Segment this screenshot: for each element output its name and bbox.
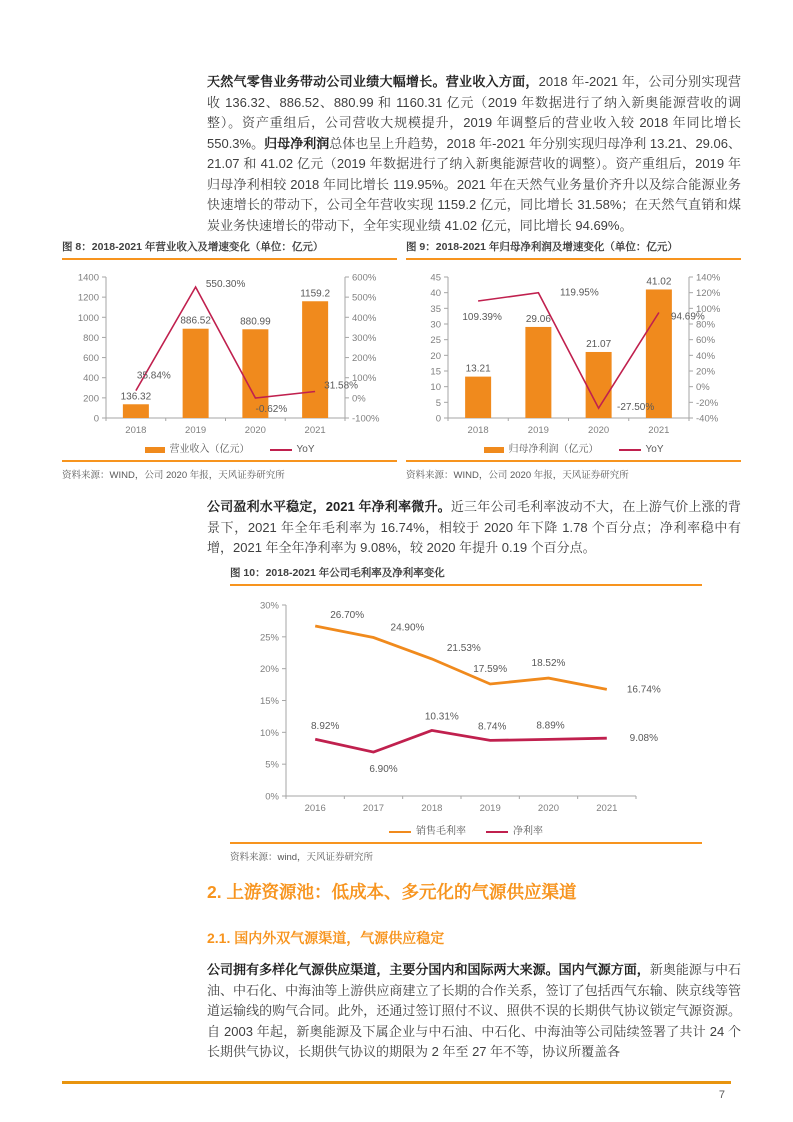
svg-text:18.52%: 18.52% (531, 658, 566, 670)
svg-text:-100%: -100% (352, 413, 380, 425)
svg-text:40: 40 (430, 288, 441, 300)
svg-text:0%: 0% (352, 393, 366, 405)
svg-text:-40%: -40% (696, 413, 719, 425)
legend-line-swatch (619, 449, 641, 452)
bar-revenue (123, 404, 149, 418)
legend-item (389, 825, 466, 839)
figure9-caption: 图 9：2018-2021 年归母净利润及增速变化（单位：亿元） (406, 241, 678, 253)
svg-text:2019: 2019 (479, 803, 501, 814)
svg-text:1159.2: 1159.2 (300, 288, 331, 300)
figure10-source: 资料来源：wind，天风证券研究所 (230, 852, 374, 863)
line-net-margin (315, 730, 607, 752)
legend-label: 销售毛利率 (416, 826, 466, 837)
caption-rule (62, 258, 397, 260)
legend-item (484, 443, 599, 457)
svg-text:5: 5 (435, 397, 441, 409)
svg-text:2020: 2020 (588, 425, 610, 436)
svg-text:10%: 10% (259, 727, 279, 739)
svg-text:31.58%: 31.58% (324, 380, 359, 392)
legend-label: YoY (645, 444, 664, 455)
legend-item (486, 825, 543, 839)
svg-text:400: 400 (83, 373, 99, 385)
figure9-source: 资料来源：WIND，公司 2020 年报，天风证券研究所 (406, 470, 629, 481)
legend-line-swatch (389, 831, 411, 834)
svg-text:35: 35 (430, 303, 441, 315)
svg-text:9.08%: 9.08% (629, 733, 659, 745)
figure-row (62, 239, 742, 481)
paragraph-bold-net-profit: 归母净利润 (264, 135, 330, 151)
svg-text:140%: 140% (696, 272, 721, 284)
paragraph-text: 总体也呈上升趋势，2018 年-2021 年分别实现归母净利 13.21、29.06、21.07 和 41.02 亿元（2019 年数据进行了纳入新奥能源营收的调整）。资产重组后，2019 年归母净利相较 2018 年同比增长 119.95%。2021 年在天然气业务量价齐升以及综合能源业务快速增长的带动下，公司全年营收实现 1159.2 亿元，同比增长 31.58%；在天然气直销和煤炭业务快速增长的带动下，全年实现业绩 41.02 亿元，同比增长 94.69%。 (207, 135, 741, 233)
svg-text:17.59%: 17.59% (473, 664, 508, 676)
figure10-caption: 图 10：2018-2021 年公司毛利率及净利率变化 (230, 567, 445, 579)
svg-text:24.90%: 24.90% (390, 622, 425, 634)
legend-label: 营业收入（亿元） (169, 444, 250, 455)
subsection-heading: 2.1. 国内外双气源渠道，气源供应稳定 (207, 930, 445, 946)
svg-text:2019: 2019 (527, 425, 549, 436)
figure-9 (406, 239, 741, 481)
svg-text:35.84%: 35.84% (136, 370, 171, 382)
svg-text:550.30%: 550.30% (205, 279, 246, 291)
page-number: 7 (718, 1089, 725, 1101)
chart9-svg (406, 265, 741, 442)
bar-net-profit (525, 327, 551, 418)
svg-text:2021: 2021 (304, 425, 326, 436)
legend-line-swatch (486, 831, 508, 834)
svg-text:600: 600 (83, 353, 99, 365)
svg-text:30: 30 (430, 319, 441, 331)
svg-text:15: 15 (430, 366, 441, 378)
svg-text:21.53%: 21.53% (446, 642, 481, 654)
svg-text:29.06: 29.06 (525, 313, 551, 325)
legend-bar-swatch (145, 447, 165, 453)
figure-10 (230, 565, 702, 863)
svg-text:2020: 2020 (537, 803, 560, 814)
svg-text:13.21: 13.21 (465, 363, 491, 375)
svg-text:20%: 20% (696, 366, 716, 378)
figure9-chart (406, 265, 741, 442)
paragraph-bold-lead: 公司盈利水平稳定，2021 年净利率微升。 (207, 499, 451, 514)
svg-text:880.99: 880.99 (240, 316, 271, 328)
figure10-legend (230, 825, 702, 839)
paragraph-profitability (207, 497, 741, 559)
bar-revenue (302, 301, 328, 418)
caption-rule (406, 258, 741, 260)
figure8-source: 资料来源：WIND，公司 2020 年报，天风证券研究所 (62, 470, 285, 481)
svg-text:40%: 40% (696, 350, 716, 362)
svg-text:136.32: 136.32 (120, 391, 152, 403)
svg-text:2016: 2016 (304, 803, 326, 814)
svg-text:100%: 100% (352, 373, 377, 385)
svg-text:80%: 80% (696, 319, 716, 331)
section-heading: 2. 上游资源池：低成本、多元化的气源供应渠道 (207, 882, 577, 902)
legend-item (270, 443, 315, 457)
legend-line-swatch (270, 449, 292, 452)
legend-item (619, 443, 664, 457)
svg-text:200: 200 (83, 393, 99, 405)
svg-text:25%: 25% (259, 632, 279, 644)
legend-item (145, 443, 250, 457)
svg-text:0: 0 (435, 413, 441, 425)
svg-text:8.74%: 8.74% (477, 721, 507, 733)
svg-text:1000: 1000 (77, 312, 99, 324)
svg-text:-20%: -20% (696, 397, 719, 409)
svg-text:800: 800 (83, 332, 99, 344)
chart10-svg (230, 591, 702, 824)
svg-text:26.70%: 26.70% (330, 610, 365, 622)
svg-text:2021: 2021 (648, 425, 670, 436)
paragraph-text: 新奥能源与中石油、中石化、中海油等上游供应商建立了长期的合作关系，签订了包括西气东输、陕京线等管道运输线的购气合同。此外，还通过签订照付不议、照供不误的长期供气协议锁定气源资源。自 2003 年起，新奥能源及下属企业与中石油、中石化、中海油等公司陆续签署了共计 24 个长期供气协议，长期供气协议的期限为 2 年至 27 年不等，协议所覆盖各 (207, 962, 741, 1059)
figure8-caption: 图 8：2018-2021 年营业收入及增速变化（单位：亿元） (62, 241, 324, 253)
svg-text:500%: 500% (352, 292, 377, 304)
svg-text:2018: 2018 (467, 425, 489, 436)
paragraph-text: 2018 年-2021 年，公司分别实现营收 136.32、886.52、880.99 和 1160.31 亿元（2019 年数据进行了纳入新奥能源营收的调整）。资产重组后，公司营收大规模提升，2019 年调整后的营业收入较 2018 年同比增长 550.3%。 (207, 74, 741, 151)
svg-text:15%: 15% (259, 696, 279, 707)
svg-text:-0.62%: -0.62% (255, 403, 288, 415)
svg-text:0%: 0% (265, 791, 279, 803)
svg-text:60%: 60% (696, 335, 716, 347)
svg-text:0: 0 (93, 413, 99, 425)
svg-text:2021: 2021 (596, 803, 618, 814)
svg-text:2020: 2020 (244, 425, 266, 436)
line-yoy (478, 293, 659, 409)
footer-rule (62, 1081, 731, 1084)
svg-text:2018: 2018 (421, 803, 443, 814)
svg-text:94.69%: 94.69% (670, 311, 705, 323)
svg-text:-27.50%: -27.50% (617, 402, 655, 414)
svg-text:119.95%: 119.95% (560, 287, 599, 299)
svg-text:100%: 100% (696, 303, 721, 315)
svg-text:2019: 2019 (185, 425, 207, 436)
legend-label: YoY (296, 444, 315, 455)
svg-text:6.90%: 6.90% (369, 764, 398, 776)
svg-text:30%: 30% (259, 600, 279, 612)
svg-text:886.52: 886.52 (180, 315, 211, 327)
svg-text:5%: 5% (265, 759, 279, 771)
svg-text:120%: 120% (696, 288, 721, 300)
figure10-chart (230, 591, 702, 824)
chart8-svg (62, 265, 397, 442)
svg-text:400%: 400% (352, 312, 377, 324)
svg-text:200%: 200% (352, 353, 377, 365)
figure9-legend (406, 443, 741, 457)
paragraph-bold-lead: 天然气零售业务带动公司业绩大幅增长。营业收入方面， (207, 74, 539, 89)
bar-net-profit (646, 289, 672, 418)
svg-text:0%: 0% (696, 382, 710, 394)
svg-text:300%: 300% (352, 332, 377, 344)
svg-text:1200: 1200 (77, 292, 99, 304)
svg-text:1400: 1400 (77, 272, 99, 284)
figure8-legend (62, 443, 397, 457)
svg-text:8.89%: 8.89% (536, 720, 565, 732)
svg-text:20%: 20% (259, 664, 279, 676)
svg-text:109.39%: 109.39% (462, 311, 502, 323)
figure8-chart (62, 265, 397, 442)
svg-text:21.07: 21.07 (586, 338, 612, 350)
bar-net-profit (465, 377, 491, 418)
svg-text:2018: 2018 (125, 425, 147, 436)
svg-text:2017: 2017 (362, 803, 385, 814)
svg-text:10.31%: 10.31% (424, 711, 459, 723)
caption-rule (230, 584, 702, 586)
legend-bar-swatch (484, 447, 504, 453)
bar-revenue (183, 329, 209, 418)
paragraph-revenue-growth (207, 72, 741, 236)
legend-label: 净利率 (513, 826, 543, 837)
svg-text:16.74%: 16.74% (626, 684, 661, 696)
legend-label: 归母净利润（亿元） (508, 444, 599, 455)
svg-text:8.92%: 8.92% (310, 721, 340, 733)
svg-text:45: 45 (430, 272, 441, 284)
svg-text:600%: 600% (352, 272, 377, 284)
figure-8 (62, 239, 397, 481)
paragraph-text: 近三年公司毛利率波动不大，在上游气价上涨的背景下，2021 年全年毛利率为 16.74%，相较于 2020 年下降 1.78 个百分点；净利率稳中有增，2021 年全年净利率为 9.08%，较 2020 年提升 0.19 个百分点。 (207, 499, 741, 555)
paragraph-gas-supply (207, 960, 741, 1063)
svg-text:10: 10 (430, 382, 441, 394)
svg-text:20: 20 (430, 350, 441, 362)
paragraph-bold-lead: 公司拥有多样化气源供应渠道，主要分国内和国际两大来源。国内气源方面， (207, 962, 650, 977)
svg-text:25: 25 (430, 335, 441, 347)
svg-text:41.02: 41.02 (646, 276, 672, 288)
